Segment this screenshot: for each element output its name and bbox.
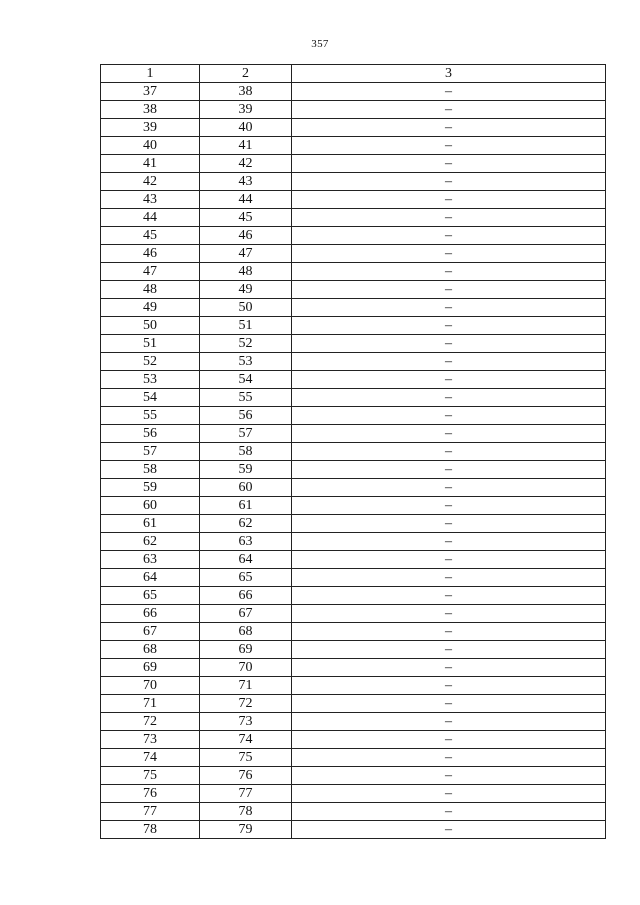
table-cell-col-3: – bbox=[292, 731, 606, 749]
table-row bbox=[101, 281, 606, 299]
table-row bbox=[101, 497, 606, 515]
table-cell-col-2: 63 bbox=[200, 533, 292, 551]
table-cell-col-1: 41 bbox=[101, 155, 200, 173]
table-cell-col-2: 47 bbox=[200, 245, 292, 263]
table-cell-col-1: 66 bbox=[101, 605, 200, 623]
table-cell-col-3: – bbox=[292, 515, 606, 533]
table-cell-col-2: 55 bbox=[200, 389, 292, 407]
table-row bbox=[101, 335, 606, 353]
table-cell-col-1: 63 bbox=[101, 551, 200, 569]
table-cell-col-3: – bbox=[292, 533, 606, 551]
table-row bbox=[101, 731, 606, 749]
table-row bbox=[101, 443, 606, 461]
table-cell-col-1: 45 bbox=[101, 227, 200, 245]
table-cell-col-3: – bbox=[292, 101, 606, 119]
table-cell-col-2: 59 bbox=[200, 461, 292, 479]
table-cell-col-3: – bbox=[292, 371, 606, 389]
table-row bbox=[101, 623, 606, 641]
table-cell-col-2: 58 bbox=[200, 443, 292, 461]
table-cell-col-1: 39 bbox=[101, 119, 200, 137]
table-cell-col-1: 69 bbox=[101, 659, 200, 677]
table-cell-col-1: 62 bbox=[101, 533, 200, 551]
table-cell-col-1: 47 bbox=[101, 263, 200, 281]
table-cell-col-3: – bbox=[292, 83, 606, 101]
table-row bbox=[101, 785, 606, 803]
table-cell-col-1: 75 bbox=[101, 767, 200, 785]
table-row bbox=[101, 371, 606, 389]
table-cell-col-3: – bbox=[292, 785, 606, 803]
table-cell-col-1: 55 bbox=[101, 407, 200, 425]
table-cell-col-2: 62 bbox=[200, 515, 292, 533]
table-cell-col-3: – bbox=[292, 299, 606, 317]
table-row bbox=[101, 317, 606, 335]
table-row bbox=[101, 659, 606, 677]
table-cell-col-1: 40 bbox=[101, 137, 200, 155]
page-number: 357 bbox=[311, 38, 329, 50]
table-cell-col-1: 56 bbox=[101, 425, 200, 443]
table-row bbox=[101, 389, 606, 407]
table-row bbox=[101, 173, 606, 191]
table-cell-col-2: 44 bbox=[200, 191, 292, 209]
table-row bbox=[101, 227, 606, 245]
table-cell-col-2: 43 bbox=[200, 173, 292, 191]
table-cell-col-1: 77 bbox=[101, 803, 200, 821]
table-cell-col-3: – bbox=[292, 695, 606, 713]
table-cell-col-1: 60 bbox=[101, 497, 200, 515]
table-cell-col-3: – bbox=[292, 263, 606, 281]
table-body bbox=[101, 83, 606, 839]
table-cell-col-1: 78 bbox=[101, 821, 200, 839]
table-cell-col-3: – bbox=[292, 821, 606, 839]
table-cell-col-3: – bbox=[292, 587, 606, 605]
table-cell-col-3: – bbox=[292, 389, 606, 407]
table-cell-col-2: 64 bbox=[200, 551, 292, 569]
table-cell-col-2: 69 bbox=[200, 641, 292, 659]
table-cell-col-1: 51 bbox=[101, 335, 200, 353]
table-cell-col-3: – bbox=[292, 353, 606, 371]
table-cell-col-1: 65 bbox=[101, 587, 200, 605]
table-cell-col-2: 56 bbox=[200, 407, 292, 425]
table-cell-col-2: 54 bbox=[200, 371, 292, 389]
table-cell-col-3: – bbox=[292, 767, 606, 785]
column-header-2: 2 bbox=[200, 65, 292, 83]
table-row bbox=[101, 821, 606, 839]
table-row bbox=[101, 479, 606, 497]
table-cell-col-1: 54 bbox=[101, 389, 200, 407]
table-cell-col-3: – bbox=[292, 425, 606, 443]
table-cell-col-2: 49 bbox=[200, 281, 292, 299]
table-cell-col-3: – bbox=[292, 245, 606, 263]
table-cell-col-3: – bbox=[292, 623, 606, 641]
table-cell-col-3: – bbox=[292, 137, 606, 155]
table-cell-col-3: – bbox=[292, 335, 606, 353]
table-cell-col-3: – bbox=[292, 659, 606, 677]
table-cell-col-1: 74 bbox=[101, 749, 200, 767]
table-cell-col-2: 51 bbox=[200, 317, 292, 335]
table-cell-col-3: – bbox=[292, 209, 606, 227]
table-cell-col-2: 52 bbox=[200, 335, 292, 353]
table-cell-col-1: 61 bbox=[101, 515, 200, 533]
table-cell-col-3: – bbox=[292, 155, 606, 173]
table-cell-col-1: 42 bbox=[101, 173, 200, 191]
table-cell-col-2: 70 bbox=[200, 659, 292, 677]
table-cell-col-1: 76 bbox=[101, 785, 200, 803]
table-cell-col-3: – bbox=[292, 713, 606, 731]
table-row bbox=[101, 137, 606, 155]
table-cell-col-2: 68 bbox=[200, 623, 292, 641]
table-cell-col-2: 79 bbox=[200, 821, 292, 839]
table-cell-col-3: – bbox=[292, 461, 606, 479]
table-row bbox=[101, 245, 606, 263]
table-cell-col-3: – bbox=[292, 749, 606, 767]
table-row bbox=[101, 353, 606, 371]
table-row bbox=[101, 533, 606, 551]
table-cell-col-2: 65 bbox=[200, 569, 292, 587]
table-cell-col-1: 73 bbox=[101, 731, 200, 749]
table-cell-col-2: 72 bbox=[200, 695, 292, 713]
table-row bbox=[101, 209, 606, 227]
table-cell-col-2: 41 bbox=[200, 137, 292, 155]
table-cell-col-1: 68 bbox=[101, 641, 200, 659]
table-cell-col-3: – bbox=[292, 281, 606, 299]
table-cell-col-2: 61 bbox=[200, 497, 292, 515]
table-header bbox=[101, 65, 606, 83]
table-cell-col-2: 66 bbox=[200, 587, 292, 605]
table-cell-col-1: 43 bbox=[101, 191, 200, 209]
table-cell-col-3: – bbox=[292, 641, 606, 659]
table-cell-col-3: – bbox=[292, 191, 606, 209]
table-row bbox=[101, 677, 606, 695]
table-row bbox=[101, 767, 606, 785]
table-row bbox=[101, 155, 606, 173]
table-row bbox=[101, 695, 606, 713]
table-row bbox=[101, 569, 606, 587]
table-row bbox=[101, 803, 606, 821]
column-header-1: 1 bbox=[101, 65, 200, 83]
table-row bbox=[101, 119, 606, 137]
table-cell-col-3: – bbox=[292, 443, 606, 461]
table-row bbox=[101, 407, 606, 425]
table-cell-col-3: – bbox=[292, 677, 606, 695]
table-cell-col-2: 77 bbox=[200, 785, 292, 803]
table-row bbox=[101, 425, 606, 443]
table-cell-col-2: 45 bbox=[200, 209, 292, 227]
table-row bbox=[101, 263, 606, 281]
data-table bbox=[100, 64, 606, 839]
header-row bbox=[101, 65, 606, 83]
table-cell-col-1: 52 bbox=[101, 353, 200, 371]
table-row bbox=[101, 461, 606, 479]
table-row bbox=[101, 587, 606, 605]
table-cell-col-1: 67 bbox=[101, 623, 200, 641]
table-row bbox=[101, 605, 606, 623]
table-row bbox=[101, 641, 606, 659]
table-cell-col-1: 72 bbox=[101, 713, 200, 731]
table-row bbox=[101, 101, 606, 119]
table-cell-col-2: 71 bbox=[200, 677, 292, 695]
table-cell-col-2: 67 bbox=[200, 605, 292, 623]
table-cell-col-2: 73 bbox=[200, 713, 292, 731]
table-cell-col-2: 76 bbox=[200, 767, 292, 785]
table-cell-col-2: 38 bbox=[200, 83, 292, 101]
table-cell-col-1: 38 bbox=[101, 101, 200, 119]
table-cell-col-1: 46 bbox=[101, 245, 200, 263]
table-cell-col-1: 50 bbox=[101, 317, 200, 335]
table-cell-col-3: – bbox=[292, 551, 606, 569]
table-cell-col-3: – bbox=[292, 407, 606, 425]
table-cell-col-2: 50 bbox=[200, 299, 292, 317]
table-cell-col-1: 37 bbox=[101, 83, 200, 101]
table-cell-col-2: 74 bbox=[200, 731, 292, 749]
table-cell-col-2: 75 bbox=[200, 749, 292, 767]
table-cell-col-1: 53 bbox=[101, 371, 200, 389]
table-cell-col-3: – bbox=[292, 317, 606, 335]
table-cell-col-1: 70 bbox=[101, 677, 200, 695]
table-cell-col-1: 59 bbox=[101, 479, 200, 497]
table-cell-col-1: 57 bbox=[101, 443, 200, 461]
table-cell-col-2: 42 bbox=[200, 155, 292, 173]
table-row bbox=[101, 191, 606, 209]
table-cell-col-2: 53 bbox=[200, 353, 292, 371]
table-cell-col-1: 64 bbox=[101, 569, 200, 587]
table-cell-col-3: – bbox=[292, 479, 606, 497]
table-cell-col-2: 60 bbox=[200, 479, 292, 497]
table-row bbox=[101, 749, 606, 767]
table-row bbox=[101, 551, 606, 569]
table-cell-col-3: – bbox=[292, 803, 606, 821]
table-row bbox=[101, 713, 606, 731]
table-cell-col-3: – bbox=[292, 497, 606, 515]
table-cell-col-2: 57 bbox=[200, 425, 292, 443]
column-header-3: 3 bbox=[292, 65, 606, 83]
table-cell-col-3: – bbox=[292, 119, 606, 137]
table-cell-col-3: – bbox=[292, 173, 606, 191]
table-cell-col-2: 48 bbox=[200, 263, 292, 281]
table-row bbox=[101, 299, 606, 317]
table-cell-col-1: 58 bbox=[101, 461, 200, 479]
table-cell-col-2: 40 bbox=[200, 119, 292, 137]
table-cell-col-1: 44 bbox=[101, 209, 200, 227]
table-cell-col-2: 78 bbox=[200, 803, 292, 821]
table-cell-col-2: 39 bbox=[200, 101, 292, 119]
table-cell-col-1: 49 bbox=[101, 299, 200, 317]
table-row bbox=[101, 515, 606, 533]
table-row bbox=[101, 83, 606, 101]
table-cell-col-3: – bbox=[292, 227, 606, 245]
table-cell-col-1: 71 bbox=[101, 695, 200, 713]
table-cell-col-2: 46 bbox=[200, 227, 292, 245]
table-cell-col-1: 48 bbox=[101, 281, 200, 299]
table-cell-col-3: – bbox=[292, 605, 606, 623]
table-cell-col-3: – bbox=[292, 569, 606, 587]
